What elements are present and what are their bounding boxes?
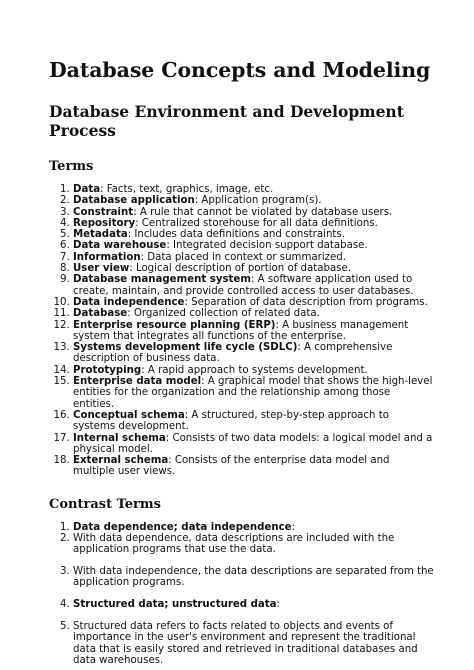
term-name: Data warehouse	[73, 240, 167, 252]
term-name: Database management system	[73, 274, 251, 286]
terms-list	[49, 184, 434, 478]
term-name: Information	[73, 251, 141, 263]
term-name: Systems development life cycle (SDLC)	[73, 342, 298, 354]
term-name: Metadata	[73, 229, 128, 241]
term-name: Enterprise resource planning (ERP)	[73, 319, 276, 331]
section-title: Database Environment and Development Process	[49, 102, 404, 140]
term-item	[73, 229, 434, 240]
term-name: Constraint	[73, 206, 134, 218]
contrast-term-pair: Structured data; unstructured data	[73, 599, 277, 611]
term-name: Repository	[73, 217, 136, 229]
contrast-item	[73, 566, 434, 589]
term-item	[73, 195, 434, 206]
term-name: Prototyping	[73, 364, 142, 376]
term-item	[73, 342, 434, 365]
term-item	[73, 274, 434, 297]
term-definition: : A comprehensive description of business data.	[73, 342, 393, 365]
contrast-text: :	[291, 521, 296, 533]
term-name: User view	[73, 263, 130, 275]
term-definition: : Integrated decision support database.	[166, 240, 368, 252]
term-name: External schema	[73, 455, 169, 467]
terms-heading: Terms	[49, 159, 94, 174]
term-definition: : A rule that cannot be violated by database users.	[133, 206, 393, 218]
term-definition: : Facts, text, graphics, image, etc.	[100, 184, 274, 195]
term-item	[73, 433, 434, 456]
term-name: Database	[73, 308, 128, 320]
contrast-heading: Contrast Terms	[49, 496, 161, 512]
term-name: Data	[73, 184, 101, 195]
term-item	[73, 410, 434, 433]
term-item	[73, 240, 434, 251]
term-name: Conceptual schema	[73, 409, 185, 421]
term-definition: : A graphical model that shows the high-level entities for the organization and the relationship among those entities.	[73, 376, 433, 410]
term-definition: : A software application used to create, maintain, and provide controlled access to user databases.	[73, 274, 414, 297]
term-name: Database application	[73, 195, 195, 207]
contrast-item	[73, 621, 434, 666]
term-name: Data independence	[73, 296, 185, 308]
term-item	[73, 376, 434, 410]
contrast-text: Structured data refers to facts related to objects and events of importance in the user's environment and represent the traditional data that is easily stored and retrieved in traditional databases and data warehouses.	[73, 621, 418, 666]
term-item	[73, 320, 434, 343]
page-title: Database Concepts and Modeling	[49, 58, 431, 82]
term-item	[73, 184, 434, 195]
contrast-item	[73, 599, 434, 610]
contrast-text: With data dependence, data descriptions are included with the application programs that use the data.	[73, 533, 395, 556]
term-definition: : A rapid approach to systems development.	[141, 364, 368, 376]
term-name: Internal schema	[73, 432, 166, 444]
term-definition: : Consists of two data models: a logical model and a physical model.	[73, 432, 433, 455]
term-definition: : Consists of the enterprise data model and multiple user views.	[73, 455, 390, 478]
contrast-text: With data independence, the data descriptions are separated from the application programs.	[73, 566, 434, 589]
contrast-text: :	[276, 599, 280, 611]
term-definition: : A business management system that integrates all functions of the enterprise.	[73, 319, 409, 342]
term-item	[73, 252, 434, 263]
term-definition: : Logical description of portion of database.	[129, 263, 351, 275]
term-definition: : Data placed in context or summarized.	[140, 251, 346, 263]
term-item	[73, 365, 434, 376]
contrast-item	[73, 533, 434, 556]
term-item	[73, 455, 434, 478]
contrast-item	[73, 522, 434, 533]
term-definition: : Separation of data description from programs.	[184, 296, 428, 308]
contrast-terms-list	[49, 522, 434, 666]
term-item	[73, 218, 434, 229]
term-definition: : Includes data definitions and constraints.	[127, 229, 345, 241]
term-item	[73, 263, 434, 274]
term-definition: : Centralized storehouse for all data definitions.	[135, 217, 378, 229]
term-definition: : Organized collection of related data.	[127, 308, 320, 320]
term-name: Enterprise data model	[73, 376, 202, 388]
term-item	[73, 207, 434, 218]
contrast-term-pair: Data dependence; data independence	[73, 521, 292, 533]
term-definition: : A structured, step-by-step approach to systems development.	[73, 409, 389, 433]
term-item	[73, 308, 434, 319]
term-definition: : Application program(s).	[194, 195, 322, 207]
term-item	[73, 297, 434, 308]
